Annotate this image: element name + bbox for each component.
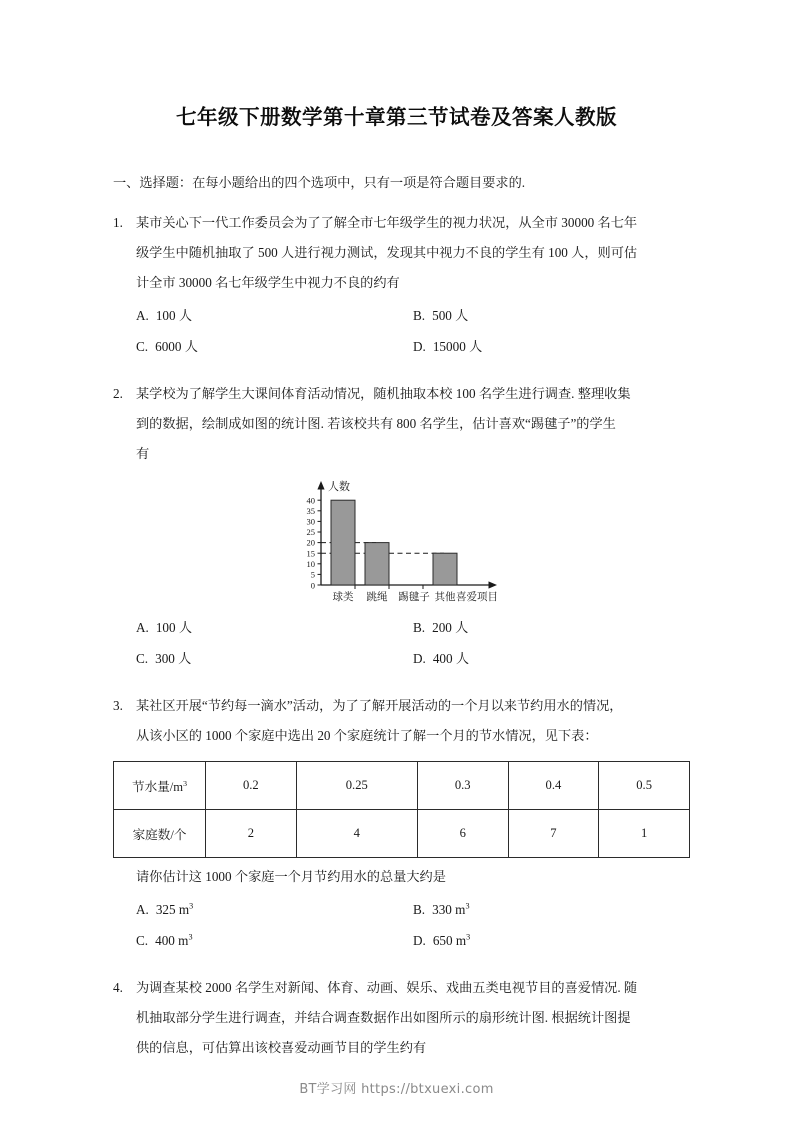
svg-text:跳绳: 跳绳 [366,592,387,603]
option-a[interactable] [136,612,413,643]
question-number-spacer [113,721,136,751]
option-row [136,925,690,956]
question-text: 从该小区的 1000 个家庭中选出 20 个家庭统计了解一个月的节水情况，见下表： [136,728,598,743]
question-line [113,208,690,238]
row-header-label: 节水量/m [132,780,184,794]
svg-text:5: 5 [310,569,315,580]
option-a[interactable] [136,300,413,331]
question-text: 到的数据，绘制成如图的统计图. 若该校共有 800 名学生，估计喜欢“踢毽子”的学生 [136,416,616,431]
bar-chart-svg [289,475,505,610]
water-saving-table-wrap [0,761,793,858]
table-cell: 7 [508,810,599,858]
option-unit: m [178,933,189,948]
svg-text:20: 20 [306,537,315,548]
question-2 [0,379,793,469]
option-label: C. [136,339,149,354]
question-number-spacer [113,238,136,268]
question-4 [0,973,793,1063]
option-row [136,894,690,925]
question-text: 计全市 30000 名七年级学生中视力不良的约有 [136,275,400,290]
question-number-spacer [113,409,136,439]
svg-text:40: 40 [306,495,315,506]
option-label: B. [413,620,426,635]
question-text: 供的信息，可估算出该校喜爱动画节目的学生约有 [136,1040,427,1055]
table-cell: 0.4 [508,762,599,810]
question-text: 有 [136,446,150,461]
row-header [114,810,206,858]
question-number: 1. [113,215,123,230]
option-c[interactable] [136,925,413,956]
x-tick-labels [332,590,498,603]
water-saving-table [113,761,690,858]
option-row [136,300,690,331]
question-3-subprompt: 请你估计这 1000 个家庭一个月节约用水的总量大约是 [136,869,446,884]
svg-text:0: 0 [310,580,315,591]
option-b[interactable] [413,612,690,643]
option-text: 15000 人 [432,339,483,354]
bar-chart [289,475,505,610]
svg-text:30: 30 [306,516,315,527]
question-text: 级学生中随机抽取了 500 人进行视力测试，发现其中视力不良的学生有 100 人，则可估 [136,245,638,260]
option-value: 400 [155,933,175,948]
question-text: 某社区开展“节约每一滴水”活动，为了了解开展活动的一个月以来节约用水的情况， [136,698,623,713]
option-value: 650 [432,933,453,948]
table-cell: 0.3 [417,762,508,810]
question-text: 某市关心下一代工作委员会为了了解全市七年级学生的视力状况，从全市 30000 名七年 [136,215,638,230]
question-line [113,379,690,409]
section-heading: 一、选择题：在每小题给出的四个选项中，只有一项是符合题目要求的. [113,175,526,190]
x-axis-arrow [488,581,497,588]
option-text: 100 人 [155,308,193,323]
question-line [113,721,690,751]
y-tick-labels [306,495,315,590]
option-label: C. [136,651,149,666]
question-line [113,973,690,1003]
option-unit: m [178,902,190,917]
option-label: D. [413,339,426,354]
option-text: 400 人 [432,651,470,666]
option-b[interactable] [413,894,690,925]
option-text: 500 人 [432,308,469,323]
option-d[interactable] [413,643,690,674]
y-axis-label: 人数 [327,481,350,493]
table-row [114,762,690,810]
svg-text:喜爱项目: 喜爱项目 [455,592,498,603]
row-header-label: 家庭数/个 [132,828,187,842]
question-3-options [0,894,793,956]
option-exponent: 3 [188,932,193,942]
option-text: 6000 人 [155,339,198,354]
option-label: D. [413,651,426,666]
table-row [114,810,690,858]
question-number-spacer [113,268,136,298]
table-cell: 0.5 [599,762,690,810]
option-d[interactable] [413,331,690,362]
option-exponent: 3 [465,901,470,911]
option-value: 330 [432,902,452,917]
bar-qiulei [331,500,355,585]
question-3 [0,691,793,751]
svg-text:球类: 球类 [332,592,353,603]
svg-text:35: 35 [306,505,315,516]
option-text: 100 人 [155,620,193,635]
page-title: 七年级下册数学第十章第三节试卷及答案人教版 [176,107,617,129]
table-cell: 4 [296,810,417,858]
question-number-spacer [113,1033,136,1063]
question-number-spacer [113,439,136,469]
question-line [113,439,690,469]
svg-text:25: 25 [306,527,315,538]
table-cell: 2 [206,810,297,858]
option-label: B. [413,902,426,917]
question-text: 为调查某校 2000 名学生对新闻、体育、动画、娱乐、戏曲五类电视节目的喜爱情况. 随 [136,980,638,995]
y-axis-arrow [317,481,324,490]
option-a[interactable] [136,894,413,925]
table-cell: 6 [417,810,508,858]
question-2-options [0,612,793,674]
table-cell: 0.25 [296,762,417,810]
option-label: D. [413,933,426,948]
option-text: 200 人 [432,620,469,635]
option-label: A. [136,620,149,635]
svg-text:10: 10 [306,558,315,569]
option-c[interactable] [136,331,413,362]
table-cell: 0.2 [206,762,297,810]
option-exponent: 3 [466,932,471,942]
question-line [113,409,690,439]
svg-text:15: 15 [306,548,315,559]
row-header-exponent: 3 [183,778,187,788]
option-b[interactable] [413,300,690,331]
question-line [113,268,690,298]
question-line [113,1033,690,1063]
svg-text:其他: 其他 [434,592,455,603]
question-number: 2. [113,386,123,401]
option-unit: m [455,933,467,948]
question-number: 3. [113,698,123,713]
question-number-spacer [113,1003,136,1033]
row-header [114,762,206,810]
bar-tiaosheng [365,543,389,585]
question-line [113,238,690,268]
option-text: 300 人 [155,651,192,666]
option-c[interactable] [136,643,413,674]
option-label: A. [136,902,149,917]
question-1 [0,208,793,298]
option-row [136,331,690,362]
option-label: C. [136,933,149,948]
option-d[interactable] [413,925,690,956]
option-label: A. [136,308,149,323]
question-line [113,691,690,721]
question-1-options [0,300,793,362]
option-exponent: 3 [189,901,194,911]
option-unit: m [455,902,466,917]
footer-watermark: BT学习网 https://btxuexi.com [299,1082,494,1097]
question-text: 机抽取部分学生进行调查，并结合调查数据作出如图所示的扇形统计图. 根据统计图提 [136,1010,631,1025]
question-text: 某学校为了解学生大课间体育活动情况，随机抽取本校 100 名学生进行调查. 整理收集 [136,386,631,401]
svg-text:踢毽子: 踢毽子 [397,592,430,603]
option-label: B. [413,308,426,323]
question-line [113,1003,690,1033]
question-number: 4. [113,980,123,995]
option-value: 325 [155,902,176,917]
bar-qita [433,553,457,585]
option-row [136,612,690,643]
option-row [136,643,690,674]
table-cell: 1 [599,810,690,858]
bar-chart-figure [0,475,793,610]
